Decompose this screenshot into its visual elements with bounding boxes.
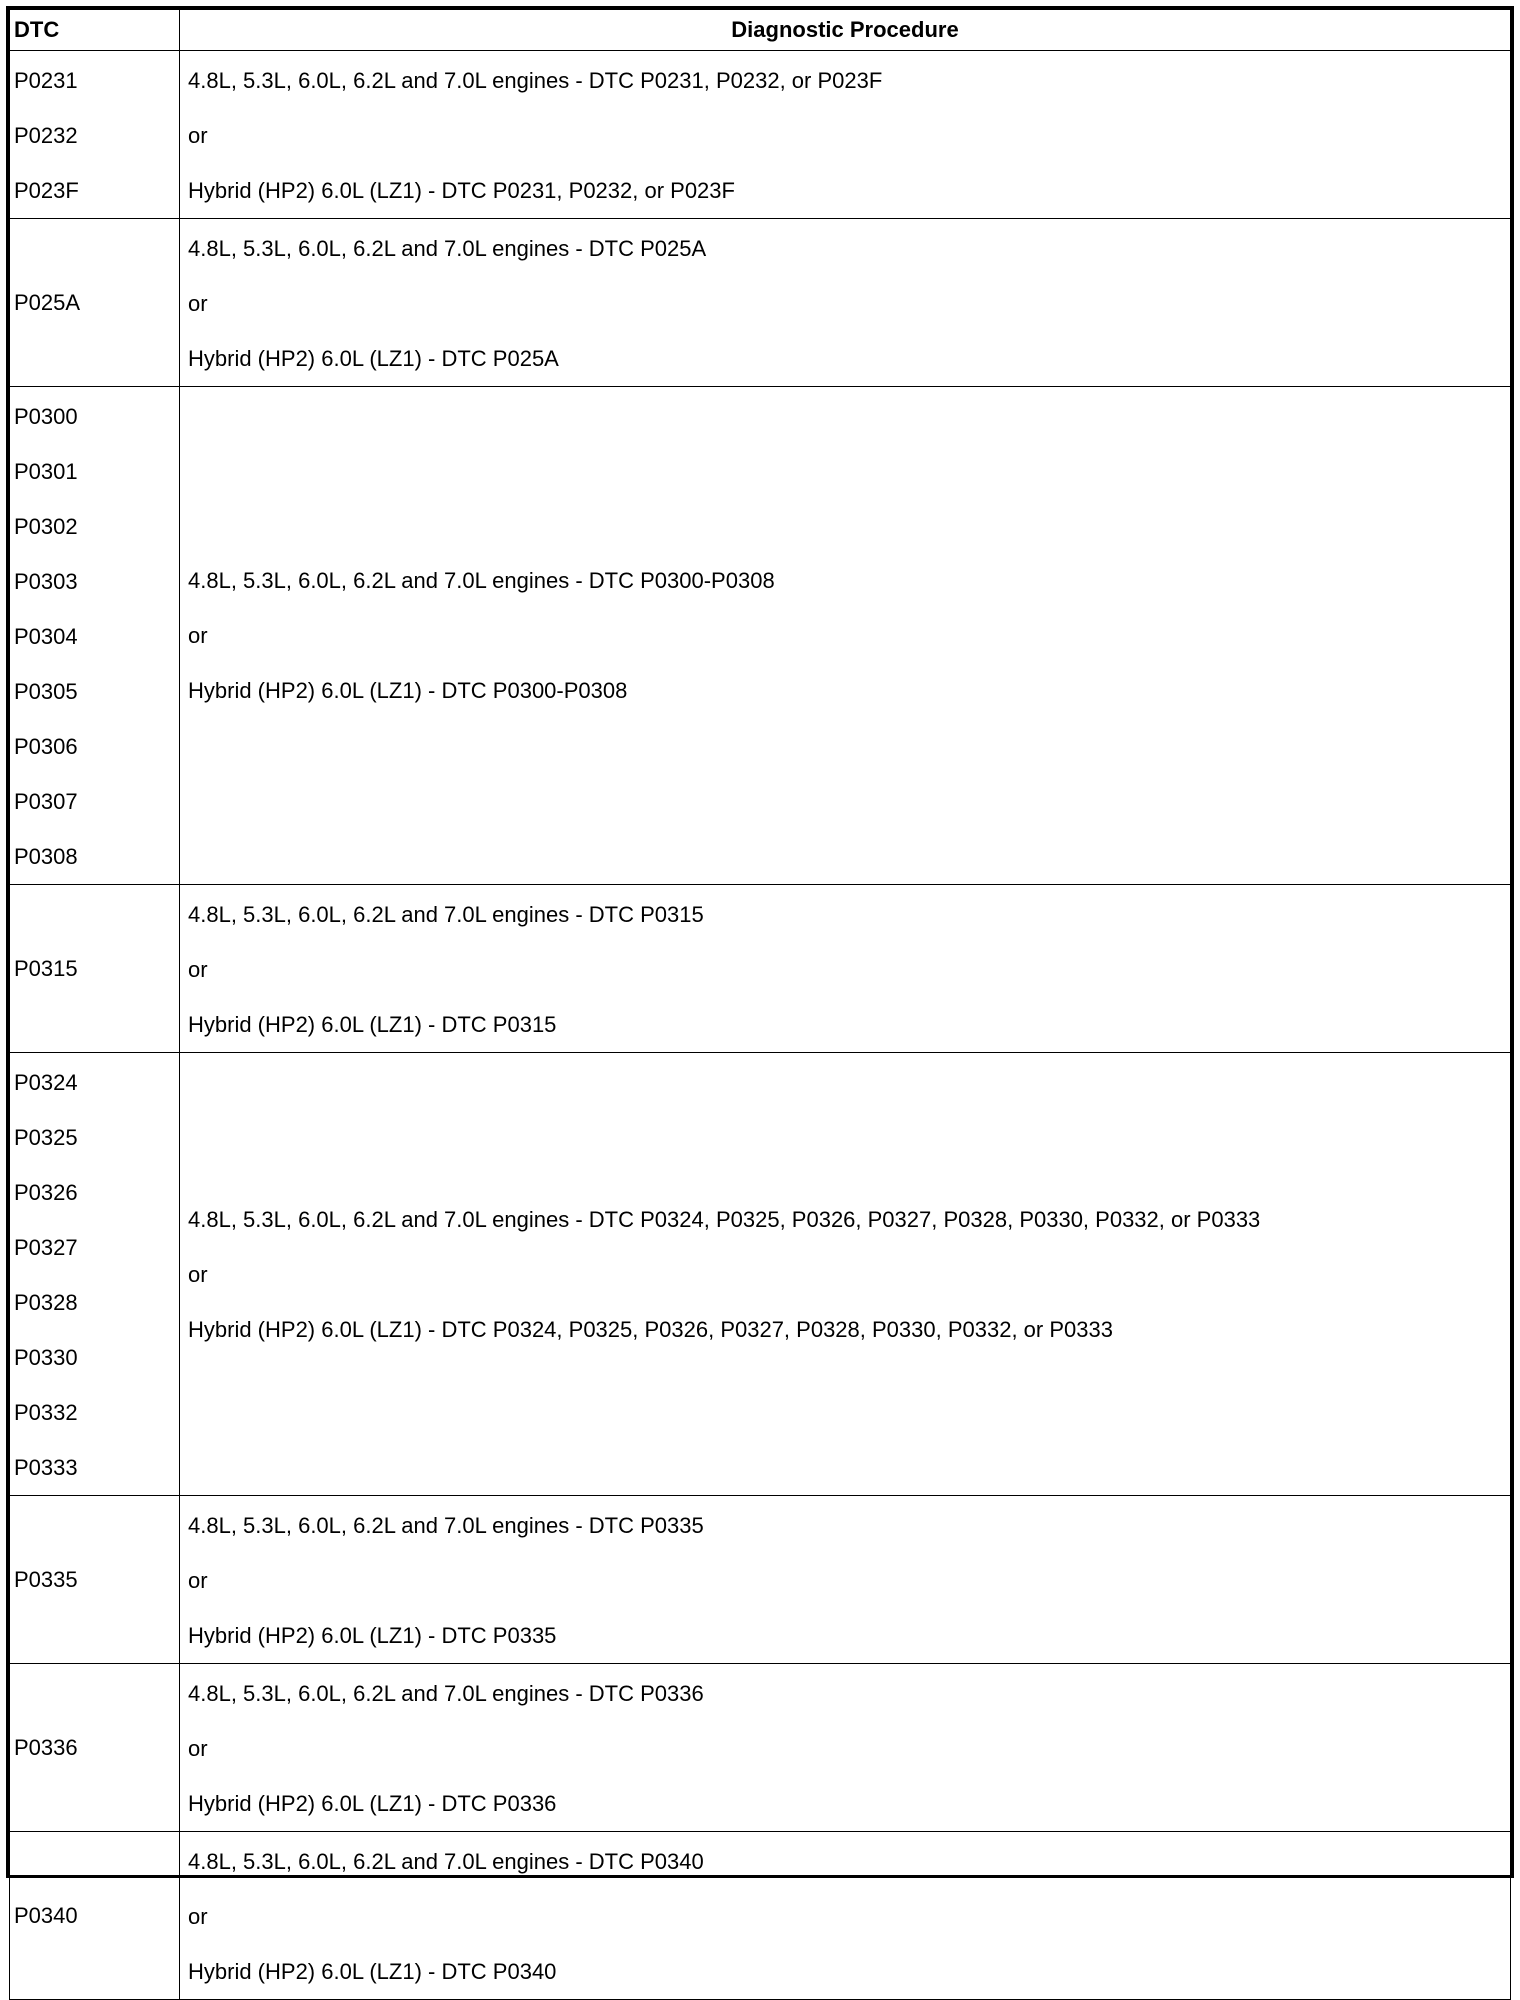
procedure-cell (180, 1664, 1511, 1832)
procedure-or-separator: or (188, 957, 208, 982)
dtc-cell (10, 885, 180, 1053)
dtc-code: P0307 (14, 789, 78, 814)
dtc-code: P0304 (14, 624, 78, 649)
table-row (10, 1664, 1511, 1832)
dtc-cell (10, 1664, 180, 1832)
dtc-cell (10, 1053, 180, 1496)
procedure-link[interactable]: 4.8L, 5.3L, 6.0L, 6.2L and 7.0L engines - DTC P0231, P0232, or P023F (188, 68, 883, 93)
table-row (10, 387, 1511, 885)
procedure-or-separator: or (188, 623, 208, 648)
procedure-link[interactable]: Hybrid (HP2) 6.0L (LZ1) - DTC P0315 (188, 1012, 557, 1037)
table-row (10, 1832, 1511, 2000)
table-header-row (10, 10, 1511, 51)
dtc-code: P0336 (14, 1735, 78, 1760)
procedure-cell (180, 51, 1511, 219)
dtc-cell (10, 387, 180, 885)
dtc-cell (10, 1496, 180, 1664)
procedure-or-separator: or (188, 1568, 208, 1593)
procedure-link[interactable]: Hybrid (HP2) 6.0L (LZ1) - DTC P0300-P0308 (188, 678, 628, 703)
dtc-code: P0332 (14, 1400, 78, 1425)
procedure-link[interactable]: 4.8L, 5.3L, 6.0L, 6.2L and 7.0L engines - DTC P0335 (188, 1513, 704, 1538)
procedure-cell (180, 1832, 1511, 2000)
dtc-code: P0326 (14, 1180, 78, 1205)
dtc-column-header: DTC (10, 10, 180, 51)
procedure-or-separator: or (188, 123, 208, 148)
dtc-code: P0300 (14, 404, 78, 429)
procedure-link[interactable]: 4.8L, 5.3L, 6.0L, 6.2L and 7.0L engines - DTC P0324, P0325, P0326, P0327, P0328, P0330, P0332, or P0333 (188, 1206, 1261, 1232)
dtc-code: P0333 (14, 1455, 78, 1480)
table-row (10, 1496, 1511, 1664)
procedure-link[interactable]: Hybrid (HP2) 6.0L (LZ1) - DTC P0336 (188, 1791, 557, 1816)
procedure-link[interactable]: 4.8L, 5.3L, 6.0L, 6.2L and 7.0L engines - DTC P0300-P0308 (188, 568, 775, 593)
dtc-code: P0231 (14, 68, 78, 93)
procedure-link[interactable]: 4.8L, 5.3L, 6.0L, 6.2L and 7.0L engines - DTC P0340 (188, 1849, 704, 1874)
table-row (10, 219, 1511, 387)
procedure-link[interactable]: Hybrid (HP2) 6.0L (LZ1) - DTC P0324, P0325, P0326, P0327, P0328, P0330, P0332, or P0333 (188, 1316, 1113, 1342)
dtc-procedure-table (9, 9, 1511, 2000)
procedure-link[interactable]: 4.8L, 5.3L, 6.0L, 6.2L and 7.0L engines - DTC P0336 (188, 1681, 704, 1706)
dtc-cell (10, 51, 180, 219)
dtc-code: P0324 (14, 1070, 78, 1095)
procedure-link[interactable]: 4.8L, 5.3L, 6.0L, 6.2L and 7.0L engines - DTC P0315 (188, 902, 704, 927)
procedure-or-separator: or (188, 1904, 208, 1929)
procedure-cell (180, 219, 1511, 387)
dtc-code: P0327 (14, 1235, 78, 1260)
procedure-link[interactable]: Hybrid (HP2) 6.0L (LZ1) - DTC P025A (188, 346, 559, 371)
dtc-code: P0306 (14, 734, 78, 759)
procedure-cell (180, 1053, 1511, 1496)
dtc-code: P0325 (14, 1125, 78, 1150)
procedure-or-separator: or (188, 1736, 208, 1761)
table-row (10, 885, 1511, 1053)
dtc-table-frame (6, 6, 1514, 1984)
dtc-code: P0302 (14, 514, 78, 539)
dtc-cell (10, 1832, 180, 2000)
procedure-or-separator: or (188, 1261, 208, 1287)
procedure-cell (180, 1496, 1511, 1664)
table-body (10, 51, 1511, 2000)
procedure-link[interactable]: Hybrid (HP2) 6.0L (LZ1) - DTC P0335 (188, 1623, 557, 1648)
procedure-or-separator: or (188, 291, 208, 316)
dtc-code: P0340 (14, 1903, 78, 1928)
procedure-cell (180, 885, 1511, 1053)
dtc-code: P025A (14, 290, 81, 315)
table-row (10, 51, 1511, 219)
dtc-code: P023F (14, 178, 79, 203)
procedure-column-header: Diagnostic Procedure (180, 10, 1511, 51)
table-row (10, 1053, 1511, 1496)
dtc-code: P0303 (14, 569, 78, 594)
dtc-code: P0301 (14, 459, 78, 484)
dtc-code: P0305 (14, 679, 78, 704)
dtc-code: P0328 (14, 1290, 78, 1315)
procedure-cell (180, 387, 1511, 885)
dtc-code: P0330 (14, 1345, 78, 1370)
dtc-code: P0308 (14, 844, 78, 869)
procedure-link[interactable]: Hybrid (HP2) 6.0L (LZ1) - DTC P0340 (188, 1959, 557, 1984)
dtc-code: P0315 (14, 956, 78, 981)
dtc-code: P0335 (14, 1567, 78, 1592)
procedure-link[interactable]: Hybrid (HP2) 6.0L (LZ1) - DTC P0231, P0232, or P023F (188, 178, 735, 203)
dtc-code: P0232 (14, 123, 78, 148)
procedure-link[interactable]: 4.8L, 5.3L, 6.0L, 6.2L and 7.0L engines - DTC P025A (188, 236, 707, 261)
dtc-cell (10, 219, 180, 387)
